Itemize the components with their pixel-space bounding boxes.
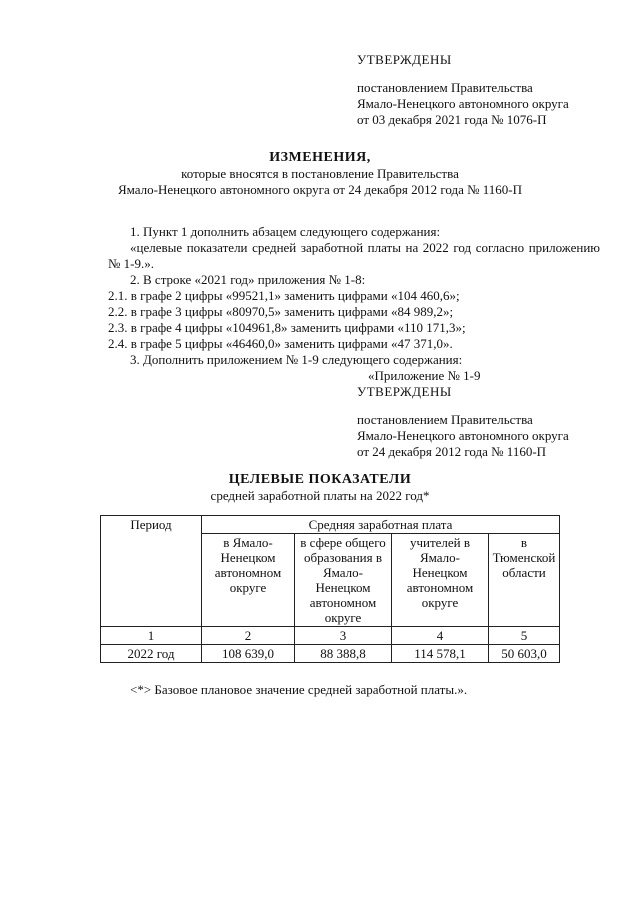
- salary-group-header: Средняя заработная плата: [202, 516, 560, 534]
- approved-heading: УТВЕРЖДЕНЫ: [357, 52, 452, 67]
- changes-subtitle-2: Ямало-Ненецкого автономного округа от 24 декабря 2012 года № 1160-П: [117, 182, 523, 197]
- row-value-teachers: 114 578,1: [392, 645, 489, 663]
- appendix-label: «Приложение № 1-9: [368, 368, 481, 383]
- targets-title: ЦЕЛЕВЫЕ ПОКАЗАТЕЛИ: [228, 472, 412, 487]
- col-number-2: 2: [202, 627, 295, 645]
- col-number-4: 4: [392, 627, 489, 645]
- subheader-yanao: в Ямало-Ненецком автономном округе: [202, 534, 295, 627]
- item-2-1: 2.1. в графе 2 цифры «99521,1» заменить цифрами «104 460,6»;: [108, 288, 460, 303]
- approved-line-1: постановлением Правительства: [357, 80, 533, 95]
- approved-line-3: от 03 декабря 2021 года № 1076-П: [357, 112, 547, 127]
- item-2: 2. В строке «2021 год» приложения № 1-8:: [130, 272, 366, 287]
- col-number-1: 1: [101, 627, 202, 645]
- appendix-line-2: Ямало-Ненецкого автономного округа: [357, 428, 569, 443]
- appendix-line-3: от 24 декабря 2012 года № 1160-П: [357, 444, 547, 459]
- row-value-tyumen: 50 603,0: [489, 645, 560, 663]
- appendix-line-1: постановлением Правительства: [357, 412, 533, 427]
- row-value-yanao: 108 639,0: [202, 645, 295, 663]
- item-2-2: 2.2. в графе 3 цифры «80970,5» заменить цифрами «84 989,2»;: [108, 304, 454, 319]
- item-3: 3. Дополнить приложением № 1-9 следующего содержания:: [130, 352, 463, 367]
- subheader-education: в сфере общего образования в Ямало-Ненецком автономном округе: [295, 534, 392, 627]
- col-number-3: 3: [295, 627, 392, 645]
- approved-line-2: Ямало-Ненецкого автономного округа: [357, 96, 569, 111]
- subheader-tyumen: в Тюменской области: [489, 534, 560, 627]
- item-2-3: 2.3. в графе 4 цифры «104961,8» заменить цифрами «110 171,3»;: [108, 320, 466, 335]
- row-period: 2022 год: [101, 645, 202, 663]
- col-number-5: 5: [489, 627, 560, 645]
- targets-table: [100, 515, 560, 663]
- table-row: [101, 645, 560, 663]
- changes-subtitle-1: которые вносятся в постановление Правительства: [181, 166, 459, 181]
- item-1-quote: «целевые показатели средней заработной платы на 2022 год согласно приложению № 1-9.».: [108, 240, 600, 271]
- targets-subtitle: средней заработной платы на 2022 год*: [210, 488, 430, 503]
- item-1: 1. Пункт 1 дополнить абзацем следующего содержания:: [130, 224, 441, 239]
- changes-title: ИЗМЕНЕНИЯ,: [269, 150, 371, 165]
- footnote: <*> Базовое плановое значение средней заработной платы.».: [130, 682, 468, 697]
- appendix-approved: УТВЕРЖДЕНЫ: [357, 384, 452, 399]
- period-header: Период: [101, 516, 202, 627]
- row-value-education: 88 388,8: [295, 645, 392, 663]
- subheader-teachers: учителей в Ямало-Ненецком автономном округе: [392, 534, 489, 627]
- item-2-4: 2.4. в графе 5 цифры «46460,0» заменить цифрами «47 371,0».: [108, 336, 453, 351]
